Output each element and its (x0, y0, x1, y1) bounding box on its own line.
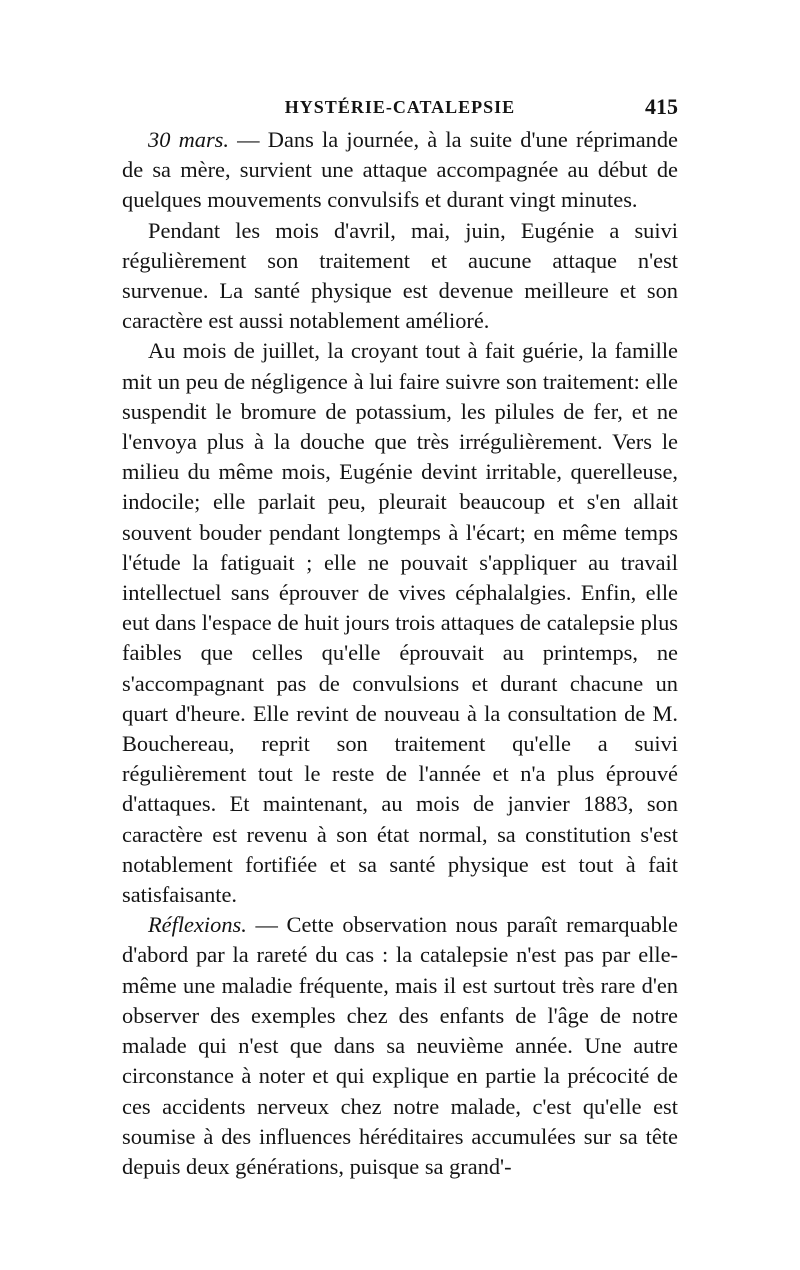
paragraph-lead: 30 mars. (148, 127, 229, 152)
paragraph-text: — Cette observation nous paraît remarquable d'abord par la rareté du cas : la catalepsie n'est pas par elle-même une maladie fréquente, mais il est surtout très rare d'en observer des exemples chez des enfants de l'âge de notre malade qui n'est que dans sa neuvième année. Une autre circonstance à noter et qui explique en partie la précocité de ces accidents nerveux chez notre malade, c'est qu'elle est soumise à des influences héréditaires accumulées sur sa tête depuis deux générations, puisque sa grand'- (122, 912, 678, 1179)
paragraph-july (122, 336, 678, 910)
running-head (122, 92, 678, 122)
body-text (122, 125, 678, 1182)
paragraph-text: — Dans la journée, à la suite d'une réprimande de sa mère, survient une attaque accompagnée au début de quelques mouvements convulsifs et durant vingt minutes. (122, 127, 678, 213)
paragraph-spring (122, 216, 678, 337)
paragraph-lead: Réflexions. (148, 912, 247, 938)
paragraph-text: Pendant les mois d'avril, mai, juin, Eugénie a suivi régulièrement son traitement et aucune attaque n'est survenue. La santé physique est devenue meilleure et son caractère est aussi notablement amélioré. (122, 217, 678, 334)
paragraph-reflexions (122, 910, 678, 1182)
paragraph-text: Au mois de juillet, la croyant tout à fait guérie, la famille mit un peu de négligence à lui faire suivre son traitement: elle suspendit le bromure de potassium, les pilules de fer, et ne l'envoya plus à la douche que très irrégulièrement. Vers le milieu du même mois, Eugénie devint irritable, querelleuse, indocile; elle parlait peu, pleurait beaucoup et s'en allait souvent bouder pendant longtemps à l'écart; en même temps l'étude la fatiguait ; elle ne pouvait s'appliquer au travail intellectuel sans éprouver de vives céphalalgies. Enfin, elle eut dans l'espace de huit jours trois attaques de catalepsie plus faibles que celles qu'elle éprouvait au printemps, ne s'accompagnant pas de convulsions et durant chacune un quart d'heure. Elle revint de nouveau à la consultation de M. Bouchereau, reprit son traitement qu'elle a suivi régulièrement tout le reste de l'année et n'a plus éprouvé d'attaques. Et maintenant, au mois de janvier 1883, son caractère est revenu à son état normal, sa constitution s'est notablement fortifiée et sa santé physique est tout à fait satisfaisante. (122, 338, 678, 908)
running-title: HYSTÉRIE-CATALEPSIE (284, 97, 516, 117)
page-number: 415 (645, 94, 678, 119)
paragraph-march-30 (122, 125, 678, 216)
